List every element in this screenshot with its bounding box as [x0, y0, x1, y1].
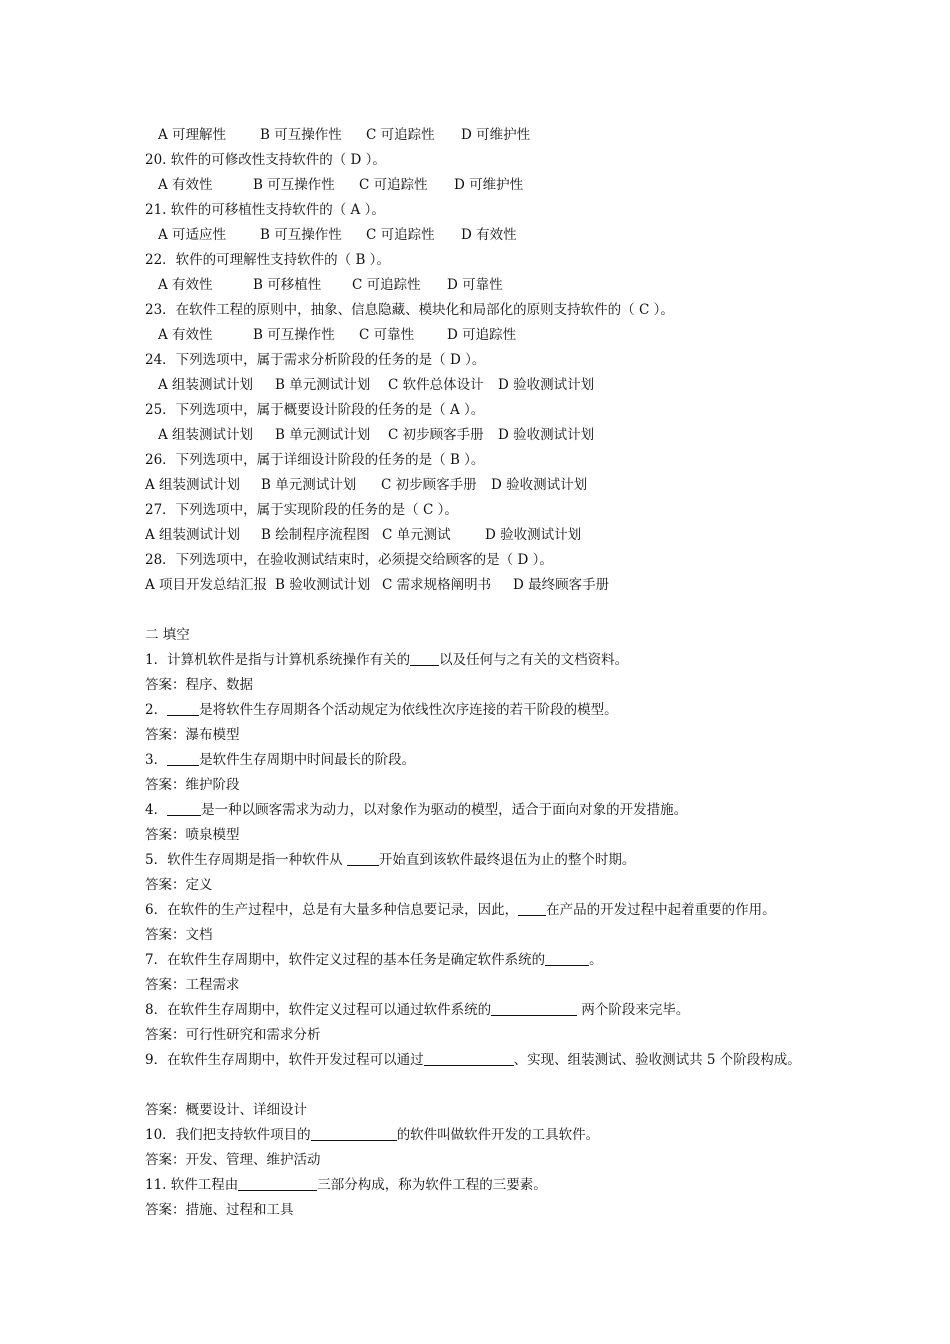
option: D 验收测试计划	[498, 427, 595, 443]
fill-question-6	[145, 898, 820, 923]
option: C 初步顾客手册	[388, 427, 484, 443]
question-25: 25．下列选项中，属于概要设计阶段的任务的是（ A ）。	[145, 402, 485, 418]
fill-question-2	[145, 698, 820, 723]
option: D 验收测试计划	[491, 477, 588, 493]
question-text: 10．我们把支持软件项目的	[145, 1127, 311, 1143]
question-text: 。	[589, 952, 603, 968]
question-text: 4．	[145, 802, 168, 818]
option: C 可追踪性	[359, 177, 428, 193]
fill-question-9	[145, 1048, 810, 1073]
question-text: 1．计算机软件是指与计算机系统操作有关的	[145, 652, 411, 668]
fill-answer-1: 答案：程序、数据	[145, 677, 253, 693]
question-text: 在产品的开发过程中起着重要的作用。	[546, 902, 776, 918]
option: B 可互操作性	[260, 227, 342, 243]
fill-answer-6: 答案：文档	[145, 927, 213, 943]
option: C 需求规格阐明书	[382, 577, 492, 593]
option: C 可追踪性	[352, 277, 421, 293]
question-text: 7．在软件生存周期中，软件定义过程的基本任务是确定软件系统的	[145, 952, 546, 968]
option: A 有效性	[158, 177, 213, 193]
question-text: 以及任何与之有关的文档资料。	[439, 652, 629, 668]
question-text: 5．软件生存周期是指一种软件从	[145, 852, 347, 868]
option: A 可理解性	[158, 127, 227, 143]
option: A 有效性	[158, 327, 213, 343]
question-text: 6．在软件的生产过程中，总是有大量多种信息要记录，因此，	[145, 902, 519, 918]
option: D 可维护性	[454, 177, 524, 193]
options-line	[145, 473, 820, 498]
option: B 单元测试计划	[261, 477, 357, 493]
question-text: 、实现、组装测试、验收测试共 5 个阶段构成。	[513, 1052, 801, 1068]
option: A 组装测试计划	[145, 527, 241, 543]
question-text: 开始直到该软件最终退伍为止的整个时期。	[378, 852, 636, 868]
option: D 可维护性	[461, 127, 531, 143]
options-line	[158, 323, 820, 348]
fill-answer-8: 答案：可行性研究和需求分析	[145, 1027, 321, 1043]
option: B 可互操作性	[260, 127, 342, 143]
option: D 验收测试计划	[498, 377, 595, 393]
option: B 单元测试计划	[275, 377, 371, 393]
fill-question-11	[145, 1173, 820, 1198]
options-line	[158, 273, 820, 298]
fill-question-5	[145, 848, 820, 873]
options-line	[158, 223, 820, 248]
answer-blank	[167, 801, 201, 816]
option: A 有效性	[158, 277, 213, 293]
question-text: 2．	[145, 702, 168, 718]
fill-answer-2: 答案：瀑布模型	[145, 727, 240, 743]
answer-blank	[545, 951, 589, 966]
option: C 初步顾客手册	[381, 477, 477, 493]
fill-question-8	[145, 998, 820, 1023]
fill-answer-11: 答案：措施、过程和工具	[145, 1202, 294, 1218]
option: A 组装测试计划	[145, 477, 241, 493]
option: D 最终顾客手册	[513, 577, 610, 593]
option: C 可追踪性	[366, 227, 435, 243]
question-24: 24．下列选项中，属于需求分析阶段的任务的是（ D ）。	[145, 352, 486, 368]
option: B 可互操作性	[253, 177, 335, 193]
section-title: 二 填空	[145, 627, 190, 643]
question-text: 的软件叫做软件开发的工具软件。	[396, 1127, 600, 1143]
option: A 可适应性	[158, 227, 227, 243]
option: D 验收测试计划	[485, 527, 582, 543]
fill-answer-10: 答案：开发、管理、维护活动	[145, 1152, 321, 1168]
answer-blank	[238, 1176, 317, 1191]
options-line	[145, 573, 820, 598]
question-22: 22．软件的可理解性支持软件的（ B ）。	[145, 252, 390, 268]
option: D 有效性	[461, 227, 517, 243]
question-text: 11. 软件工程由	[145, 1177, 239, 1193]
fill-question-7	[145, 948, 820, 973]
options-line	[158, 373, 820, 398]
option: C 软件总体设计	[388, 377, 484, 393]
option: B 可移植性	[253, 277, 322, 293]
option: C 单元测试	[382, 527, 451, 543]
question-27: 27．下列选项中，属于实现阶段的任务的是（ C ）。	[145, 502, 458, 518]
answer-blank	[347, 851, 379, 866]
fill-answer-9: 答案：概要设计、详细设计	[145, 1102, 307, 1118]
fill-question-1	[145, 648, 820, 673]
question-text: 9．在软件生存周期中，软件开发过程可以通过	[145, 1052, 424, 1068]
option: B 可互操作性	[253, 327, 335, 343]
answer-blank	[167, 751, 199, 766]
option: B 绘制程序流程图	[261, 527, 370, 543]
option: B 单元测试计划	[275, 427, 371, 443]
question-23: 23．在软件工程的原则中，抽象、信息隐藏、模块化和局部化的原则支持软件的（ C ）。	[145, 302, 674, 318]
fill-answer-3: 答案：维护阶段	[145, 777, 240, 793]
question-21: 21. 软件的可移植性支持软件的（ A ）。	[145, 202, 385, 218]
option: A 组装测试计划	[158, 377, 254, 393]
option: C 可靠性	[359, 327, 415, 343]
fill-question-4	[145, 798, 820, 823]
options-line	[145, 523, 820, 548]
options-line	[158, 423, 820, 448]
answer-blank	[424, 1051, 514, 1066]
option: B 验收测试计划	[275, 577, 371, 593]
option: D 可追踪性	[447, 327, 517, 343]
options-line	[158, 173, 820, 198]
fill-answer-7: 答案：工程需求	[145, 977, 240, 993]
question-26: 26．下列选项中，属于详细设计阶段的任务的是（ B ）。	[145, 452, 485, 468]
question-text: 两个阶段来完毕。	[577, 1002, 690, 1018]
answer-blank	[491, 1001, 577, 1016]
options-line	[158, 123, 820, 148]
answer-blank	[410, 651, 439, 666]
question-text: 8．在软件生存周期中，软件定义过程可以通过软件系统的	[145, 1002, 492, 1018]
question-text: 是一种以顾客需求为动力，以对象作为驱动的模型，适合于面向对象的开发措施。	[201, 802, 688, 818]
option: A 组装测试计划	[158, 427, 254, 443]
question-text: 是将软件生存周期各个活动规定为依线性次序连接的若干阶段的模型。	[199, 702, 618, 718]
fill-question-10	[145, 1123, 820, 1148]
option: C 可追踪性	[366, 127, 435, 143]
answer-blank	[518, 901, 546, 916]
answer-blank	[311, 1126, 397, 1141]
question-20: 20. 软件的可修改性支持软件的（ D ）。	[145, 152, 386, 168]
option: D 可靠性	[447, 277, 503, 293]
fill-answer-5: 答案：定义	[145, 877, 213, 893]
question-28: 28．下列选项中，在验收测试结束时，必须提交给顾客的是（ D ）。	[145, 552, 553, 568]
option: A 项目开发总结汇报	[145, 577, 268, 593]
question-text: 3．	[145, 752, 168, 768]
answer-blank	[167, 701, 199, 716]
fill-answer-4: 答案：喷泉模型	[145, 827, 240, 843]
question-text: 是软件生存周期中时间最长的阶段。	[199, 752, 416, 768]
question-text: 三部分构成，称为软件工程的三要素。	[317, 1177, 547, 1193]
fill-question-3	[145, 748, 820, 773]
